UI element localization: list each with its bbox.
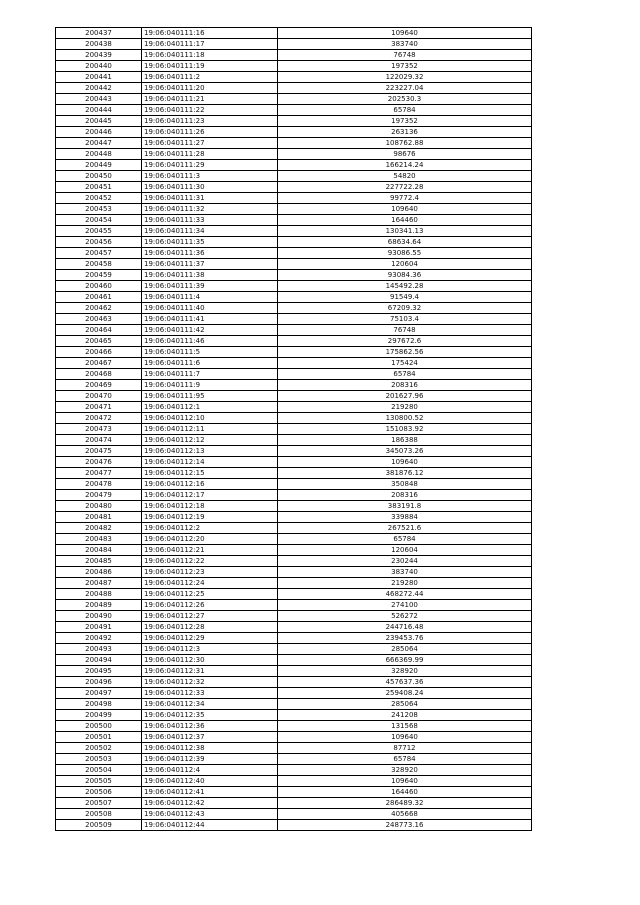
amount-cell: 208316 (278, 490, 532, 501)
row-id-cell: 200458 (56, 259, 142, 270)
row-id-cell: 200477 (56, 468, 142, 479)
table-row (56, 523, 532, 534)
row-id-cell: 200463 (56, 314, 142, 325)
table-row (56, 633, 532, 644)
cadastral-number-cell: 19:06:040111:6 (142, 358, 278, 369)
row-id-cell: 200445 (56, 116, 142, 127)
amount-cell: 239453.76 (278, 633, 532, 644)
row-id-cell: 200443 (56, 94, 142, 105)
amount-cell: 186388 (278, 435, 532, 446)
row-id-cell: 200439 (56, 50, 142, 61)
cadastral-number-cell: 19:06:040112:13 (142, 446, 278, 457)
cadastral-number-cell: 19:06:040112:2 (142, 523, 278, 534)
amount-cell: 109640 (278, 776, 532, 787)
cadastral-number-cell: 19:06:040111:42 (142, 325, 278, 336)
table-row (56, 149, 532, 160)
row-id-cell: 200467 (56, 358, 142, 369)
cadastral-number-cell: 19:06:040111:7 (142, 369, 278, 380)
row-id-cell: 200486 (56, 567, 142, 578)
cadastral-number-cell: 19:06:040112:3 (142, 644, 278, 655)
amount-cell: 259408.24 (278, 688, 532, 699)
amount-cell: 145492.28 (278, 281, 532, 292)
amount-cell: 230244 (278, 556, 532, 567)
row-id-cell: 200451 (56, 182, 142, 193)
row-id-cell: 200482 (56, 523, 142, 534)
table-row (56, 347, 532, 358)
cadastral-number-cell: 19:06:040111:39 (142, 281, 278, 292)
table-row (56, 160, 532, 171)
amount-cell: 175424 (278, 358, 532, 369)
row-id-cell: 200446 (56, 127, 142, 138)
amount-cell: 164460 (278, 787, 532, 798)
row-id-cell: 200501 (56, 732, 142, 743)
amount-cell: 109640 (278, 204, 532, 215)
amount-cell: 241208 (278, 710, 532, 721)
amount-cell: 109640 (278, 732, 532, 743)
row-id-cell: 200492 (56, 633, 142, 644)
cadastral-number-cell: 19:06:040112:16 (142, 479, 278, 490)
row-id-cell: 200459 (56, 270, 142, 281)
cadastral-number-cell: 19:06:040111:4 (142, 292, 278, 303)
cadastral-number-cell: 19:06:040111:33 (142, 215, 278, 226)
table-row (56, 589, 532, 600)
cadastral-number-cell: 19:06:040111:17 (142, 39, 278, 50)
table-row (56, 358, 532, 369)
amount-cell: 65784 (278, 534, 532, 545)
amount-cell: 381876.12 (278, 468, 532, 479)
cadastral-number-cell: 19:06:040112:37 (142, 732, 278, 743)
table-row (56, 105, 532, 116)
table-row (56, 336, 532, 347)
amount-cell: 120604 (278, 545, 532, 556)
table-row (56, 402, 532, 413)
table-row (56, 72, 532, 83)
row-id-cell: 200470 (56, 391, 142, 402)
cadastral-number-cell: 19:06:040111:20 (142, 83, 278, 94)
table-row (56, 226, 532, 237)
row-id-cell: 200474 (56, 435, 142, 446)
amount-cell: 457637.36 (278, 677, 532, 688)
amount-cell: 65784 (278, 105, 532, 116)
cadastral-number-cell: 19:06:040112:1 (142, 402, 278, 413)
cadastral-number-cell: 19:06:040111:38 (142, 270, 278, 281)
cadastral-number-cell: 19:06:040111:26 (142, 127, 278, 138)
table-row (56, 490, 532, 501)
row-id-cell: 200469 (56, 380, 142, 391)
amount-cell: 219280 (278, 578, 532, 589)
row-id-cell: 200508 (56, 809, 142, 820)
table-row (56, 39, 532, 50)
cadastral-number-cell: 19:06:040112:38 (142, 743, 278, 754)
row-id-cell: 200448 (56, 149, 142, 160)
row-id-cell: 200491 (56, 622, 142, 633)
amount-cell: 248773.16 (278, 820, 532, 831)
amount-cell: 98676 (278, 149, 532, 160)
table-row (56, 127, 532, 138)
cadastral-number-cell: 19:06:040112:15 (142, 468, 278, 479)
row-id-cell: 200497 (56, 688, 142, 699)
row-id-cell: 200494 (56, 655, 142, 666)
amount-cell: 297672.6 (278, 336, 532, 347)
cadastral-number-cell: 19:06:040111:22 (142, 105, 278, 116)
row-id-cell: 200487 (56, 578, 142, 589)
amount-cell: 208316 (278, 380, 532, 391)
table-row (56, 776, 532, 787)
amount-cell: 166214.24 (278, 160, 532, 171)
amount-cell: 274100 (278, 600, 532, 611)
row-id-cell: 200468 (56, 369, 142, 380)
table-row (56, 809, 532, 820)
amount-cell: 383740 (278, 39, 532, 50)
amount-cell: 87712 (278, 743, 532, 754)
table-row (56, 677, 532, 688)
cadastral-number-cell: 19:06:040111:5 (142, 347, 278, 358)
cadastral-number-cell: 19:06:040112:31 (142, 666, 278, 677)
table-row (56, 611, 532, 622)
row-id-cell: 200441 (56, 72, 142, 83)
row-id-cell: 200471 (56, 402, 142, 413)
table-row (56, 193, 532, 204)
row-id-cell: 200509 (56, 820, 142, 831)
amount-cell: 175862.56 (278, 347, 532, 358)
row-id-cell: 200504 (56, 765, 142, 776)
row-id-cell: 200503 (56, 754, 142, 765)
table-row (56, 644, 532, 655)
cadastral-number-cell: 19:06:040112:30 (142, 655, 278, 666)
cadastral-number-cell: 19:06:040112:39 (142, 754, 278, 765)
table-row (56, 622, 532, 633)
table-row (56, 501, 532, 512)
table-row (56, 270, 532, 281)
amount-cell: 65784 (278, 754, 532, 765)
cadastral-number-cell: 19:06:040111:95 (142, 391, 278, 402)
cadastral-number-cell: 19:06:040112:44 (142, 820, 278, 831)
amount-cell: 219280 (278, 402, 532, 413)
amount-cell: 244716.48 (278, 622, 532, 633)
table-row (56, 83, 532, 94)
cadastral-number-cell: 19:06:040111:19 (142, 61, 278, 72)
amount-cell: 197352 (278, 61, 532, 72)
cadastral-number-cell: 19:06:040112:40 (142, 776, 278, 787)
cadastral-number-cell: 19:06:040111:31 (142, 193, 278, 204)
table-row (56, 798, 532, 809)
row-id-cell: 200500 (56, 721, 142, 732)
table-row (56, 413, 532, 424)
amount-cell: 197352 (278, 116, 532, 127)
row-id-cell: 200442 (56, 83, 142, 94)
row-id-cell: 200461 (56, 292, 142, 303)
amount-cell: 223227.04 (278, 83, 532, 94)
amount-cell: 350848 (278, 479, 532, 490)
table-row (56, 479, 532, 490)
table-row (56, 94, 532, 105)
cadastral-number-cell: 19:06:040111:34 (142, 226, 278, 237)
row-id-cell: 200505 (56, 776, 142, 787)
amount-cell: 286489.32 (278, 798, 532, 809)
cadastral-number-cell: 19:06:040111:27 (142, 138, 278, 149)
row-id-cell: 200464 (56, 325, 142, 336)
row-id-cell: 200502 (56, 743, 142, 754)
table-row (56, 248, 532, 259)
table-row (56, 743, 532, 754)
amount-cell: 328920 (278, 765, 532, 776)
table-row (56, 655, 532, 666)
row-id-cell: 200496 (56, 677, 142, 688)
cadastral-number-cell: 19:06:040111:40 (142, 303, 278, 314)
row-id-cell: 200493 (56, 644, 142, 655)
table-row (56, 721, 532, 732)
cadastral-number-cell: 19:06:040112:26 (142, 600, 278, 611)
cadastral-number-cell: 19:06:040112:10 (142, 413, 278, 424)
table-row (56, 765, 532, 776)
row-id-cell: 200476 (56, 457, 142, 468)
row-id-cell: 200447 (56, 138, 142, 149)
table-row (56, 688, 532, 699)
table-row (56, 699, 532, 710)
table-row (56, 182, 532, 193)
amount-cell: 383740 (278, 567, 532, 578)
amount-cell: 93086.55 (278, 248, 532, 259)
row-id-cell: 200485 (56, 556, 142, 567)
row-id-cell: 200484 (56, 545, 142, 556)
amount-cell: 76748 (278, 50, 532, 61)
cadastral-number-cell: 19:06:040111:3 (142, 171, 278, 182)
table-row (56, 556, 532, 567)
amount-cell: 130800.52 (278, 413, 532, 424)
cadastral-number-cell: 19:06:040112:19 (142, 512, 278, 523)
row-id-cell: 200457 (56, 248, 142, 259)
table-row (56, 259, 532, 270)
amount-cell: 339884 (278, 512, 532, 523)
cadastral-number-cell: 19:06:040111:9 (142, 380, 278, 391)
table-row (56, 787, 532, 798)
cadastral-number-cell: 19:06:040112:42 (142, 798, 278, 809)
row-id-cell: 200462 (56, 303, 142, 314)
table-row (56, 61, 532, 72)
amount-cell: 227722.28 (278, 182, 532, 193)
table-row (56, 171, 532, 182)
row-id-cell: 200483 (56, 534, 142, 545)
table-row (56, 820, 532, 831)
table-row (56, 468, 532, 479)
cadastral-number-cell: 19:06:040112:20 (142, 534, 278, 545)
amount-cell: 120604 (278, 259, 532, 270)
cadastral-number-cell: 19:06:040112:24 (142, 578, 278, 589)
row-id-cell: 200498 (56, 699, 142, 710)
cadastral-number-cell: 19:06:040111:37 (142, 259, 278, 270)
cadastral-number-cell: 19:06:040111:36 (142, 248, 278, 259)
cadastral-number-cell: 19:06:040112:41 (142, 787, 278, 798)
row-id-cell: 200449 (56, 160, 142, 171)
row-id-cell: 200480 (56, 501, 142, 512)
table-row (56, 116, 532, 127)
amount-cell: 201627.96 (278, 391, 532, 402)
amount-cell: 131568 (278, 721, 532, 732)
table-row (56, 28, 532, 39)
row-id-cell: 200479 (56, 490, 142, 501)
table-row (56, 512, 532, 523)
cadastral-number-cell: 19:06:040111:32 (142, 204, 278, 215)
amount-cell: 285064 (278, 699, 532, 710)
row-id-cell: 200473 (56, 424, 142, 435)
row-id-cell: 200488 (56, 589, 142, 600)
row-id-cell: 200499 (56, 710, 142, 721)
amount-cell: 151083.92 (278, 424, 532, 435)
table-row (56, 50, 532, 61)
row-id-cell: 200507 (56, 798, 142, 809)
cadastral-number-cell: 19:06:040112:43 (142, 809, 278, 820)
amount-cell: 108762.88 (278, 138, 532, 149)
row-id-cell: 200456 (56, 237, 142, 248)
table-row (56, 369, 532, 380)
row-id-cell: 200475 (56, 446, 142, 457)
amount-cell: 75103.4 (278, 314, 532, 325)
cadastral-number-cell: 19:06:040112:17 (142, 490, 278, 501)
cadastral-number-cell: 19:06:040111:46 (142, 336, 278, 347)
table-row (56, 710, 532, 721)
row-id-cell: 200466 (56, 347, 142, 358)
cadastral-number-cell: 19:06:040112:28 (142, 622, 278, 633)
amount-cell: 109640 (278, 457, 532, 468)
amount-cell: 328920 (278, 666, 532, 677)
table-row (56, 292, 532, 303)
amount-cell: 202530.3 (278, 94, 532, 105)
cadastral-number-cell: 19:06:040111:23 (142, 116, 278, 127)
cadastral-number-cell: 19:06:040112:25 (142, 589, 278, 600)
row-id-cell: 200437 (56, 28, 142, 39)
row-id-cell: 200460 (56, 281, 142, 292)
row-id-cell: 200438 (56, 39, 142, 50)
cadastral-number-cell: 19:06:040111:35 (142, 237, 278, 248)
table-row (56, 237, 532, 248)
table-row (56, 457, 532, 468)
table-row (56, 215, 532, 226)
cadastral-number-cell: 19:06:040112:29 (142, 633, 278, 644)
row-id-cell: 200444 (56, 105, 142, 116)
table-row (56, 600, 532, 611)
amount-cell: 383191.8 (278, 501, 532, 512)
table-row (56, 567, 532, 578)
amount-cell: 54820 (278, 171, 532, 182)
amount-cell: 109640 (278, 28, 532, 39)
table-row (56, 446, 532, 457)
row-id-cell: 200465 (56, 336, 142, 347)
amount-cell: 666369.99 (278, 655, 532, 666)
cadastral-number-cell: 19:06:040112:21 (142, 545, 278, 556)
cadastral-number-cell: 19:06:040111:28 (142, 149, 278, 160)
cadastral-number-cell: 19:06:040112:23 (142, 567, 278, 578)
cadastral-number-cell: 19:06:040111:16 (142, 28, 278, 39)
row-id-cell: 200454 (56, 215, 142, 226)
row-id-cell: 200452 (56, 193, 142, 204)
amount-cell: 76748 (278, 325, 532, 336)
cadastral-number-cell: 19:06:040112:4 (142, 765, 278, 776)
cadastral-number-cell: 19:06:040111:29 (142, 160, 278, 171)
cadastral-number-cell: 19:06:040112:27 (142, 611, 278, 622)
table-row (56, 545, 532, 556)
amount-cell: 345073.26 (278, 446, 532, 457)
row-id-cell: 200440 (56, 61, 142, 72)
cadastral-number-cell: 19:06:040112:34 (142, 699, 278, 710)
amount-cell: 405668 (278, 809, 532, 820)
row-id-cell: 200472 (56, 413, 142, 424)
amount-cell: 263136 (278, 127, 532, 138)
row-id-cell: 200490 (56, 611, 142, 622)
cadastral-number-cell: 19:06:040112:35 (142, 710, 278, 721)
amount-cell: 91549.4 (278, 292, 532, 303)
table-row (56, 138, 532, 149)
table-row (56, 380, 532, 391)
amount-cell: 526272 (278, 611, 532, 622)
cadastral-number-cell: 19:06:040112:18 (142, 501, 278, 512)
table-row (56, 204, 532, 215)
amount-cell: 267521.6 (278, 523, 532, 534)
amount-cell: 93084.36 (278, 270, 532, 281)
amount-cell: 285064 (278, 644, 532, 655)
cadastral-number-cell: 19:06:040112:11 (142, 424, 278, 435)
cadastral-number-cell: 19:06:040111:18 (142, 50, 278, 61)
amount-cell: 468272.44 (278, 589, 532, 600)
cadastral-number-cell: 19:06:040112:14 (142, 457, 278, 468)
table-row (56, 732, 532, 743)
row-id-cell: 200478 (56, 479, 142, 490)
cadastral-number-cell: 19:06:040112:33 (142, 688, 278, 699)
cadastral-number-cell: 19:06:040112:36 (142, 721, 278, 732)
cadastral-number-cell: 19:06:040111:41 (142, 314, 278, 325)
row-id-cell: 200506 (56, 787, 142, 798)
amount-cell: 122029.32 (278, 72, 532, 83)
amount-cell: 65784 (278, 369, 532, 380)
cadastral-number-cell: 19:06:040112:22 (142, 556, 278, 567)
table-row (56, 281, 532, 292)
row-id-cell: 200481 (56, 512, 142, 523)
data-table (55, 27, 532, 831)
cadastral-number-cell: 19:06:040112:12 (142, 435, 278, 446)
cadastral-number-cell: 19:06:040112:32 (142, 677, 278, 688)
table-row (56, 666, 532, 677)
table-row (56, 435, 532, 446)
row-id-cell: 200495 (56, 666, 142, 677)
table-row (56, 754, 532, 765)
table-row (56, 578, 532, 589)
amount-cell: 99772.4 (278, 193, 532, 204)
cadastral-number-cell: 19:06:040111:30 (142, 182, 278, 193)
table-row (56, 391, 532, 402)
table-row (56, 314, 532, 325)
table-body (56, 28, 532, 831)
row-id-cell: 200450 (56, 171, 142, 182)
row-id-cell: 200489 (56, 600, 142, 611)
cadastral-number-cell: 19:06:040111:21 (142, 94, 278, 105)
table-row (56, 303, 532, 314)
row-id-cell: 200455 (56, 226, 142, 237)
row-id-cell: 200453 (56, 204, 142, 215)
amount-cell: 130341.13 (278, 226, 532, 237)
cadastral-number-cell: 19:06:040111:2 (142, 72, 278, 83)
amount-cell: 68634.64 (278, 237, 532, 248)
table-row (56, 424, 532, 435)
amount-cell: 67209.32 (278, 303, 532, 314)
table-row (56, 325, 532, 336)
table-row (56, 534, 532, 545)
amount-cell: 164460 (278, 215, 532, 226)
